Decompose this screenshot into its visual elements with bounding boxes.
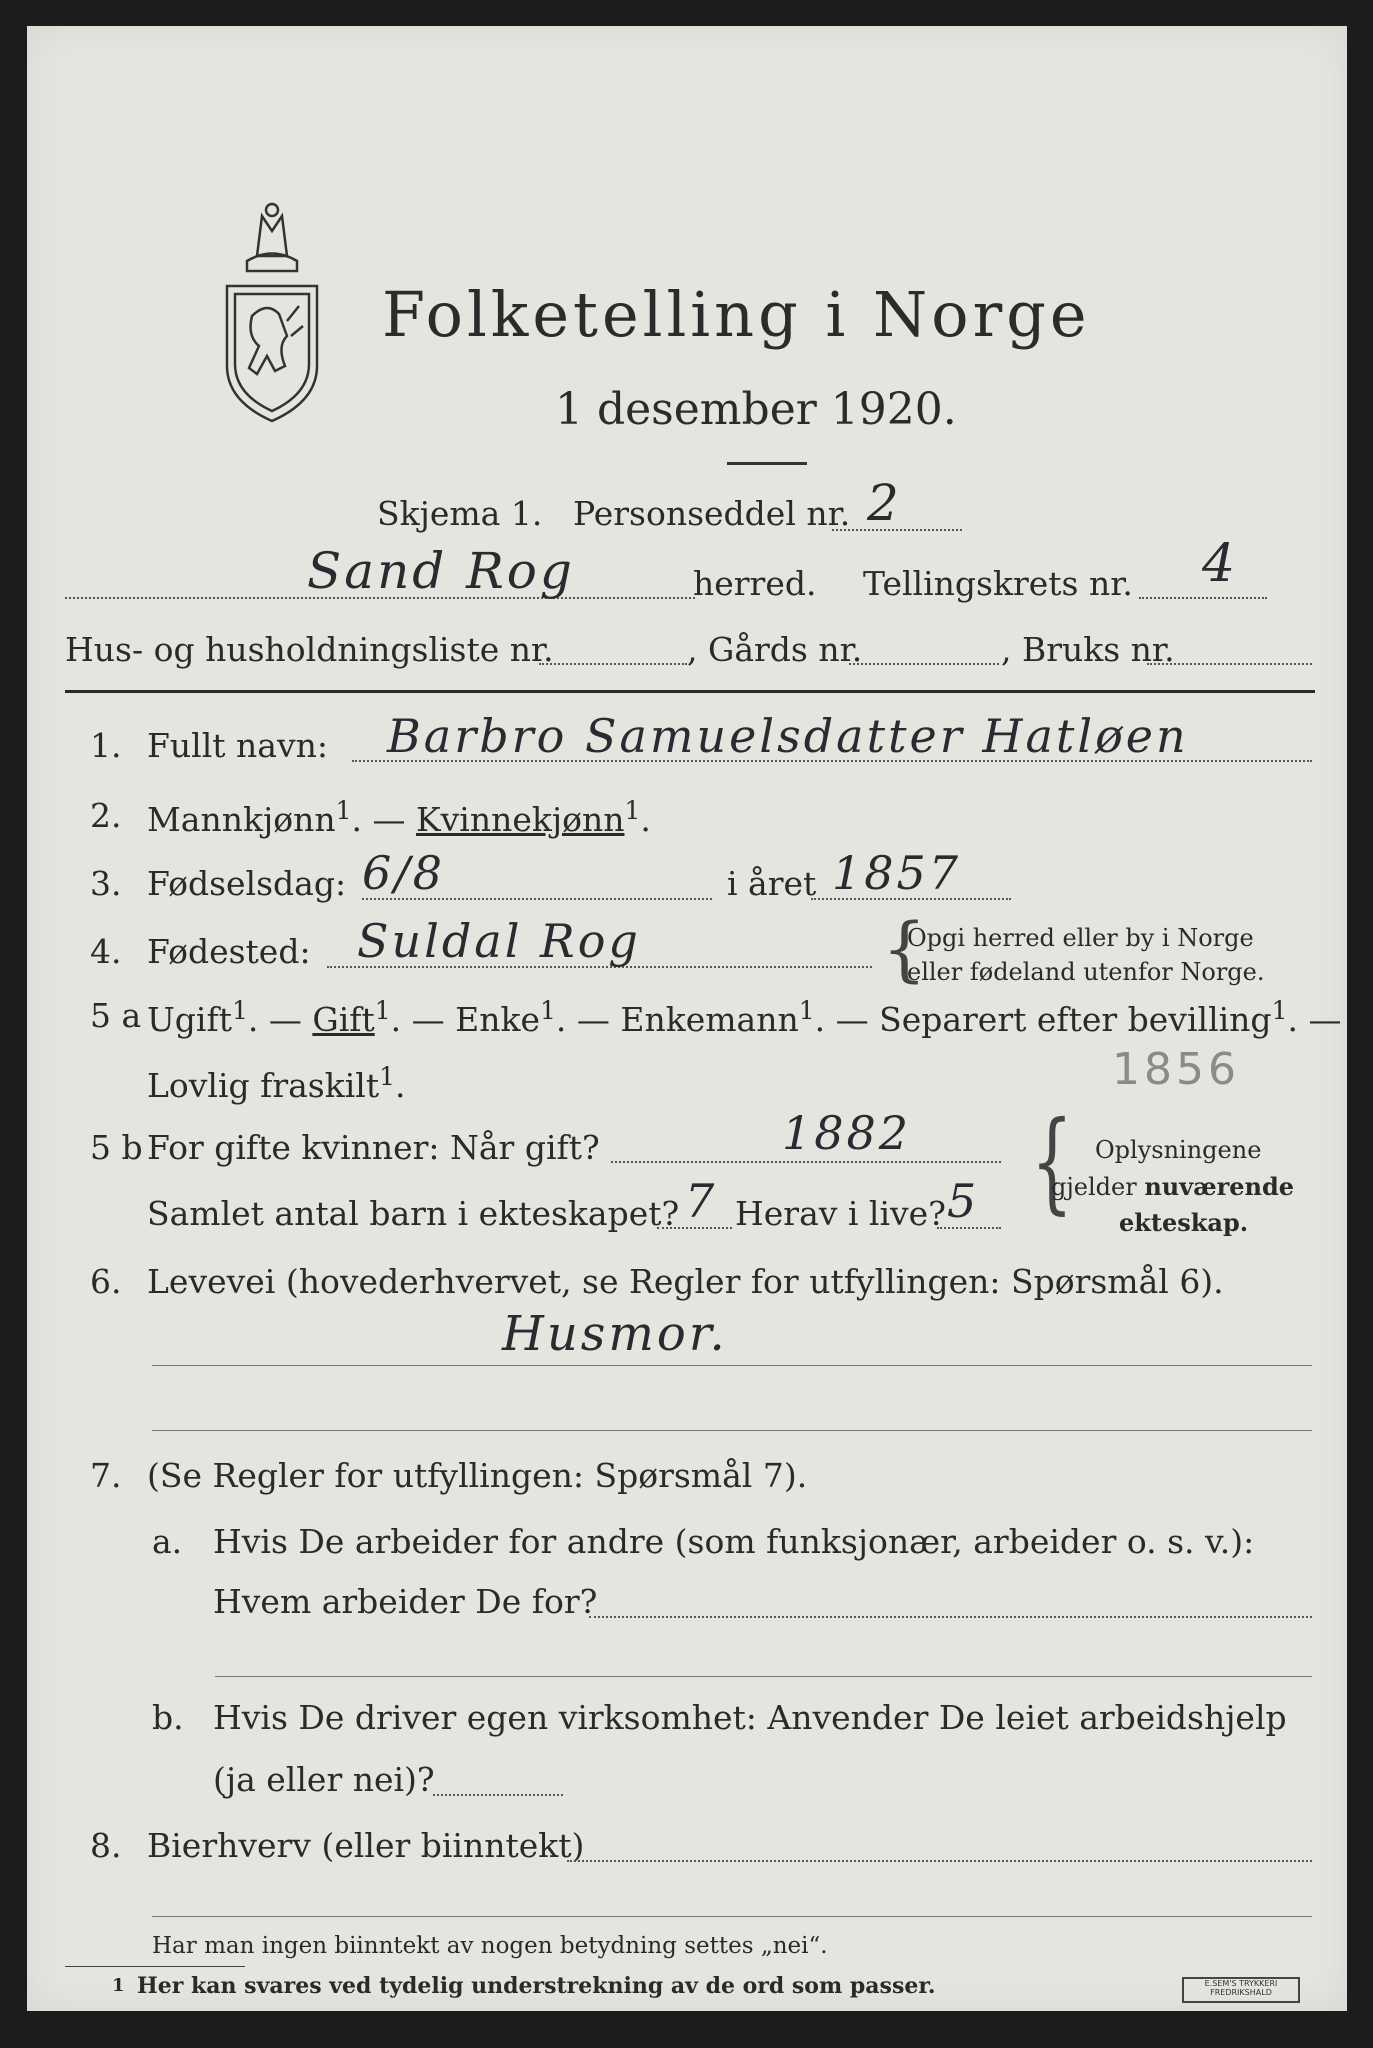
q4-label: Fødested: xyxy=(147,932,311,971)
q4-note-line2: eller fødeland utenfor Norge. xyxy=(907,958,1265,986)
q7b-text: Hvis De driver egen virksomhet: Anvender De leiet arbeidshjelp xyxy=(213,1698,1287,1737)
side-income-line-2[interactable] xyxy=(152,1916,1312,1917)
option-kvinnekjonn[interactable]: Kvinnekjønn xyxy=(415,800,625,839)
married-year-field[interactable] xyxy=(611,1161,1001,1163)
herred-value: Sand Rog xyxy=(307,542,575,600)
footnote-marker: 1 xyxy=(112,1975,125,1996)
option-lovlig-fraskilt[interactable]: Lovlig fraskilt$^1$. xyxy=(147,1062,406,1105)
footnote-text: Her kan svares ved tydelig understrekning av de ord som passer. xyxy=(137,1973,936,1999)
married-when-label: For gifte kvinner: Når gift? xyxy=(147,1128,600,1167)
q8-number: 8. xyxy=(90,1826,122,1865)
birth-year-value: 1857 xyxy=(832,846,962,900)
birthplace-value: Suldal Rog xyxy=(357,914,641,968)
q7-label: (Se Regler for utfyllingen: Spørsmål 7). xyxy=(147,1456,808,1495)
q4-brace: { xyxy=(882,908,927,990)
skjema-label: Skjema 1. xyxy=(377,494,543,533)
q1-label: Fullt navn: xyxy=(147,726,328,765)
form-date: 1 desember 1920. xyxy=(555,384,957,435)
employer-field[interactable] xyxy=(589,1616,1312,1618)
option-mannkjonn[interactable]: Mannkjønn xyxy=(147,800,336,839)
form-title: Folketelling i Norge xyxy=(382,278,1091,351)
occupation-line-1[interactable] xyxy=(152,1365,1312,1366)
q5a-number: 5 a xyxy=(90,996,142,1035)
herred-label: herred. xyxy=(693,564,817,603)
q6-label: Levevei (hovederhvervet, se Regler for utfyllingen: Spørsmål 6). xyxy=(147,1262,1224,1301)
tellingskrets-field[interactable] xyxy=(1139,597,1267,599)
gards-label: , Gårds nr. xyxy=(687,630,863,669)
q7b-question: (ja eller nei)? xyxy=(213,1760,435,1799)
full-name-value: Barbro Samuelsdatter Hatløen xyxy=(387,709,1189,763)
hus-label: Hus- og husholdningsliste nr. xyxy=(65,630,554,669)
children-total-label: Samlet antal barn i ekteskapet? xyxy=(147,1194,680,1233)
q4-note-line1: Opgi herred eller by i Norge xyxy=(907,924,1254,952)
q3-label: Fødselsdag: xyxy=(147,864,347,903)
q7a-letter: a. xyxy=(152,1522,183,1561)
personseddel-label: Personseddel nr. xyxy=(573,494,851,533)
personseddel-value: 2 xyxy=(867,474,902,532)
q7b-letter: b. xyxy=(152,1698,184,1737)
q5b-note-line3: ekteskap. xyxy=(1119,1208,1249,1237)
q2-number: 2. xyxy=(90,796,122,835)
children-total-value: 7 xyxy=(685,1174,718,1228)
footer-note: Har man ingen biinntekt av nogen betydning settes „nei“. xyxy=(152,1933,828,1959)
title-divider xyxy=(727,462,807,465)
q5b-number: 5 b xyxy=(90,1128,143,1167)
marital-options: Ugift$^1$. — Gift$^1$. — Enke$^1$. — Enkemann$^1$. — Separert efter bevilling$^1$. — xyxy=(147,996,1342,1039)
children-alive-value: 5 xyxy=(947,1174,980,1228)
coat-of-arms-icon xyxy=(217,196,327,428)
q6-number: 6. xyxy=(90,1262,122,1301)
option-ugift[interactable]: Ugift xyxy=(147,1000,232,1039)
bruks-label: , Bruks nr. xyxy=(1001,630,1175,669)
bruks-field[interactable] xyxy=(1147,663,1312,665)
q3-number: 3. xyxy=(90,864,122,903)
q1-number: 1. xyxy=(90,726,122,765)
header-divider xyxy=(65,690,1315,693)
census-form xyxy=(27,26,1347,2011)
q8-label: Bierhverv (eller biinntekt) xyxy=(147,1826,585,1865)
gards-field[interactable] xyxy=(849,663,999,665)
tellingskrets-label: Tellingskrets nr. xyxy=(863,564,1133,603)
children-alive-label: Herav i live? xyxy=(735,1194,946,1233)
side-income-field[interactable] xyxy=(567,1860,1312,1862)
footnote-rule xyxy=(65,1966,245,1967)
pencil-annotation: 1856 xyxy=(1112,1044,1240,1095)
married-year-value: 1882 xyxy=(782,1106,912,1160)
employer-line-2[interactable] xyxy=(215,1676,1312,1677)
q7a-text: Hvis De arbeider for andre (som funksjonær, arbeider o. s. v.): xyxy=(213,1522,1255,1561)
hus-field[interactable] xyxy=(539,663,687,665)
q7-number: 7. xyxy=(90,1456,122,1495)
occupation-line-2[interactable] xyxy=(152,1430,1312,1431)
q5b-note-line1: Oplysningene xyxy=(1095,1136,1262,1164)
tellingskrets-value: 4 xyxy=(1202,534,1239,594)
q5b-brace: { xyxy=(1031,1097,1073,1225)
q5b-note-line2: gjelder nuværende xyxy=(1051,1172,1295,1201)
hired-help-field[interactable] xyxy=(433,1794,563,1796)
year-label: i året xyxy=(727,864,817,903)
q7a-question: Hvem arbeider De for? xyxy=(213,1582,598,1621)
birthdate-value: 6/8 xyxy=(362,846,446,900)
q2-sex-options: Mannkjønn$^1$. — Kvinnekjønn$^1$. xyxy=(147,796,651,839)
printer-stamp: E.SEM'S TRYKKERI FREDRIKSHALD xyxy=(1182,1977,1300,2003)
occupation-value: Husmor. xyxy=(502,1306,728,1362)
q4-number: 4. xyxy=(90,932,122,971)
option-gift[interactable]: Gift xyxy=(312,1000,375,1039)
